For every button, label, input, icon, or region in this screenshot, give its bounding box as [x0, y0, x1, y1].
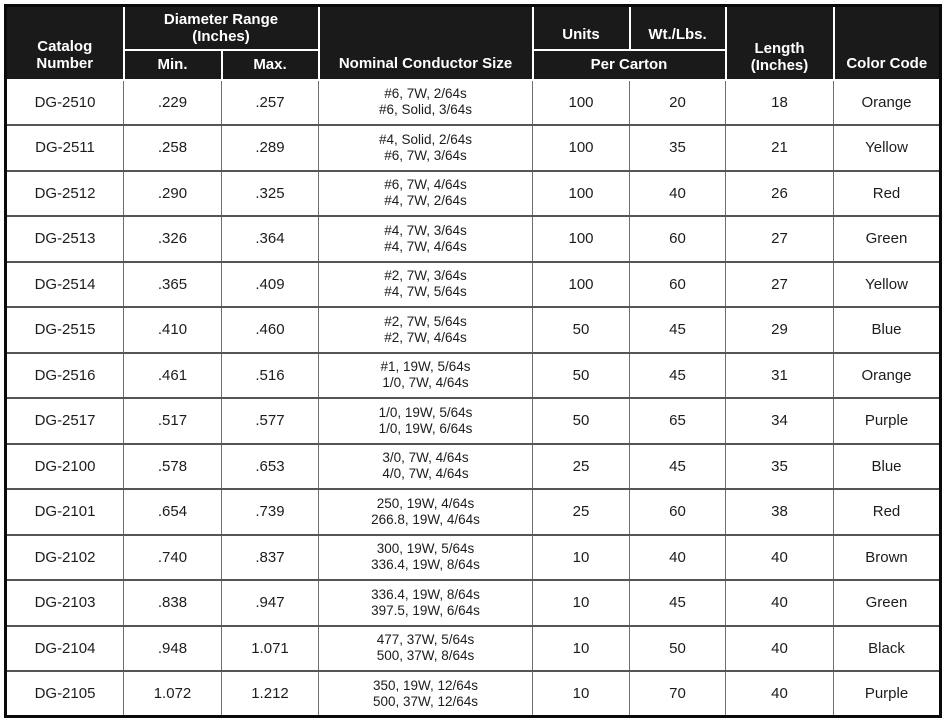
header-catalog-line1: Catalog	[37, 37, 93, 55]
units-per-carton-cell: 100	[533, 216, 630, 262]
length-cell: 27	[726, 216, 834, 262]
length-cell: 31	[726, 353, 834, 399]
conductor-size-line: 4/0, 7W, 4/64s	[382, 466, 469, 482]
conductor-size-line: 1/0, 19W, 6/64s	[378, 420, 473, 436]
catalog-number-cell: DG-2105	[6, 671, 124, 717]
conductor-size-line: #6, 7W, 2/64s	[384, 86, 467, 102]
catalog-number-cell: DG-2511	[6, 125, 124, 171]
max-diameter-cell: .947	[222, 580, 319, 626]
catalog-number-cell: DG-2102	[6, 535, 124, 581]
header-catalog-line2: Number	[36, 54, 94, 72]
units-per-carton-cell: 50	[533, 307, 630, 353]
table-row	[6, 580, 941, 626]
header-diameter-range-group	[124, 6, 319, 50]
header-diameter-line1: Diameter Range	[163, 10, 279, 28]
min-diameter-cell: .517	[124, 398, 222, 444]
min-diameter-cell: 1.072	[124, 671, 222, 717]
conductor-size-cell	[319, 535, 533, 581]
conductor-size-cell	[319, 671, 533, 717]
color-code-cell: Yellow	[834, 262, 941, 308]
conductor-size-line: 250, 19W, 4/64s	[376, 495, 475, 511]
color-code-cell: Purple	[834, 671, 941, 717]
color-code-cell: Black	[834, 626, 941, 672]
table-body	[6, 80, 941, 717]
color-code-cell: Yellow	[834, 125, 941, 171]
color-code-cell: Blue	[834, 444, 941, 490]
min-diameter-cell: .578	[124, 444, 222, 490]
table-row	[6, 626, 941, 672]
length-cell: 34	[726, 398, 834, 444]
max-diameter-cell: .837	[222, 535, 319, 581]
min-diameter-cell: .365	[124, 262, 222, 308]
min-diameter-cell: .290	[124, 171, 222, 217]
conductor-size-line: 1/0, 7W, 4/64s	[382, 375, 469, 391]
conductor-size-cell	[319, 444, 533, 490]
length-cell: 40	[726, 671, 834, 717]
units-per-carton-cell: 100	[533, 125, 630, 171]
table-row	[6, 444, 941, 490]
header-length-inches	[726, 6, 834, 80]
length-cell: 38	[726, 489, 834, 535]
color-code-cell: Green	[834, 216, 941, 262]
conductor-size-line: #4, 7W, 4/64s	[384, 238, 467, 254]
conductor-size-cell	[319, 626, 533, 672]
conductor-size-cell	[319, 353, 533, 399]
max-diameter-cell: .460	[222, 307, 319, 353]
color-code-cell: Red	[834, 171, 941, 217]
max-diameter-cell: 1.071	[222, 626, 319, 672]
color-code-cell: Blue	[834, 307, 941, 353]
min-diameter-cell: .838	[124, 580, 222, 626]
catalog-number-cell: DG-2101	[6, 489, 124, 535]
table-row	[6, 535, 941, 581]
catalog-number-cell: DG-2100	[6, 444, 124, 490]
length-cell: 18	[726, 80, 834, 126]
header-catalog-number	[6, 6, 124, 80]
conductor-size-line: 500, 37W, 8/64s	[376, 648, 475, 664]
color-code-cell: Green	[834, 580, 941, 626]
conductor-size-line: 1/0, 19W, 5/64s	[378, 404, 473, 420]
conductor-size-cell	[319, 216, 533, 262]
conductor-size-line: #2, 7W, 5/64s	[384, 313, 467, 329]
conductor-size-cell	[319, 489, 533, 535]
conductor-size-line: 477, 37W, 5/64s	[376, 632, 475, 648]
header-color-code: Color Code	[834, 6, 941, 80]
length-cell: 27	[726, 262, 834, 308]
header-max: Max.	[222, 50, 319, 80]
min-diameter-cell: .229	[124, 80, 222, 126]
catalog-number-cell: DG-2512	[6, 171, 124, 217]
weight-per-carton-cell: 40	[630, 171, 726, 217]
conductor-size-line: 336.4, 19W, 8/64s	[371, 557, 480, 573]
conductor-size-cell	[319, 80, 533, 126]
conductor-size-line: 350, 19W, 12/64s	[372, 677, 479, 693]
weight-per-carton-cell: 60	[630, 489, 726, 535]
conductor-size-cell	[319, 125, 533, 171]
conductor-size-line: 300, 19W, 5/64s	[376, 541, 475, 557]
table-row	[6, 398, 941, 444]
units-per-carton-cell: 10	[533, 535, 630, 581]
catalog-number-cell: DG-2514	[6, 262, 124, 308]
max-diameter-cell: 1.212	[222, 671, 319, 717]
min-diameter-cell: .740	[124, 535, 222, 581]
catalog-number-cell: DG-2510	[6, 80, 124, 126]
table-header	[6, 6, 941, 80]
catalog-number-cell: DG-2103	[6, 580, 124, 626]
max-diameter-cell: .364	[222, 216, 319, 262]
table-row	[6, 671, 941, 717]
units-per-carton-cell: 100	[533, 80, 630, 126]
header-units: Units	[533, 6, 630, 50]
conductor-size-line: #1, 19W, 5/64s	[380, 359, 471, 375]
max-diameter-cell: .409	[222, 262, 319, 308]
table-row	[6, 125, 941, 171]
units-per-carton-cell: 25	[533, 444, 630, 490]
conductor-size-cell	[319, 262, 533, 308]
weight-per-carton-cell: 65	[630, 398, 726, 444]
units-per-carton-cell: 50	[533, 353, 630, 399]
max-diameter-cell: .289	[222, 125, 319, 171]
color-code-cell: Purple	[834, 398, 941, 444]
max-diameter-cell: .257	[222, 80, 319, 126]
min-diameter-cell: .654	[124, 489, 222, 535]
conductor-size-line: 3/0, 7W, 4/64s	[382, 450, 469, 466]
min-diameter-cell: .461	[124, 353, 222, 399]
units-per-carton-cell: 100	[533, 262, 630, 308]
units-per-carton-cell: 10	[533, 671, 630, 717]
length-cell: 26	[726, 171, 834, 217]
catalog-number-cell: DG-2515	[6, 307, 124, 353]
header-nominal-conductor-size: Nominal Conductor Size	[319, 6, 533, 80]
conductor-size-cell	[319, 580, 533, 626]
color-code-cell: Brown	[834, 535, 941, 581]
weight-per-carton-cell: 60	[630, 216, 726, 262]
conductor-size-line: #4, 7W, 3/64s	[384, 222, 467, 238]
units-per-carton-cell: 25	[533, 489, 630, 535]
color-code-cell: Orange	[834, 80, 941, 126]
table-row	[6, 80, 941, 126]
conductor-size-line: #4, 7W, 2/64s	[384, 193, 467, 209]
max-diameter-cell: .516	[222, 353, 319, 399]
weight-per-carton-cell: 45	[630, 307, 726, 353]
catalog-number-cell: DG-2516	[6, 353, 124, 399]
length-cell: 40	[726, 626, 834, 672]
catalog-number-cell: DG-2104	[6, 626, 124, 672]
conductor-size-line: #4, Solid, 2/64s	[378, 131, 473, 147]
table-row	[6, 216, 941, 262]
weight-per-carton-cell: 45	[630, 444, 726, 490]
length-cell: 40	[726, 580, 834, 626]
length-cell: 21	[726, 125, 834, 171]
conductor-size-line: #6, 7W, 4/64s	[384, 177, 467, 193]
min-diameter-cell: .948	[124, 626, 222, 672]
conductor-size-line: #6, 7W, 3/64s	[384, 147, 467, 163]
table-row	[6, 353, 941, 399]
length-cell: 29	[726, 307, 834, 353]
table-row	[6, 489, 941, 535]
header-diameter-line2: (Inches)	[192, 27, 250, 45]
min-diameter-cell: .258	[124, 125, 222, 171]
conductor-size-line: #2, 7W, 3/64s	[384, 268, 467, 284]
max-diameter-cell: .325	[222, 171, 319, 217]
length-cell: 35	[726, 444, 834, 490]
weight-per-carton-cell: 50	[630, 626, 726, 672]
table-row	[6, 307, 941, 353]
weight-per-carton-cell: 20	[630, 80, 726, 126]
weight-per-carton-cell: 60	[630, 262, 726, 308]
max-diameter-cell: .653	[222, 444, 319, 490]
units-per-carton-cell: 100	[533, 171, 630, 217]
conductor-size-cell	[319, 398, 533, 444]
max-diameter-cell: .739	[222, 489, 319, 535]
max-diameter-cell: .577	[222, 398, 319, 444]
color-code-cell: Red	[834, 489, 941, 535]
header-wt-lbs: Wt./Lbs.	[630, 6, 726, 50]
conductor-size-line: 397.5, 19W, 6/64s	[371, 602, 480, 618]
catalog-spec-table	[4, 4, 942, 718]
conductor-size-line: 336.4, 19W, 8/64s	[371, 586, 480, 602]
table-row	[6, 262, 941, 308]
weight-per-carton-cell: 40	[630, 535, 726, 581]
header-min: Min.	[124, 50, 222, 80]
header-per-carton: Per Carton	[533, 50, 726, 80]
min-diameter-cell: .326	[124, 216, 222, 262]
weight-per-carton-cell: 35	[630, 125, 726, 171]
header-length-line2: (Inches)	[750, 56, 809, 74]
table-row	[6, 171, 941, 217]
weight-per-carton-cell: 45	[630, 353, 726, 399]
catalog-number-cell: DG-2513	[6, 216, 124, 262]
color-code-cell: Orange	[834, 353, 941, 399]
weight-per-carton-cell: 45	[630, 580, 726, 626]
header-length-line1: Length	[754, 39, 805, 57]
conductor-size-cell	[319, 171, 533, 217]
catalog-number-cell: DG-2517	[6, 398, 124, 444]
conductor-size-line: 266.8, 19W, 4/64s	[371, 511, 480, 527]
units-per-carton-cell: 10	[533, 626, 630, 672]
conductor-size-line: #2, 7W, 4/64s	[384, 329, 467, 345]
conductor-size-line: #4, 7W, 5/64s	[384, 284, 467, 300]
units-per-carton-cell: 50	[533, 398, 630, 444]
length-cell: 40	[726, 535, 834, 581]
weight-per-carton-cell: 70	[630, 671, 726, 717]
conductor-size-cell	[319, 307, 533, 353]
conductor-size-line: #6, Solid, 3/64s	[378, 102, 473, 118]
min-diameter-cell: .410	[124, 307, 222, 353]
conductor-size-line: 500, 37W, 12/64s	[372, 693, 479, 709]
units-per-carton-cell: 10	[533, 580, 630, 626]
